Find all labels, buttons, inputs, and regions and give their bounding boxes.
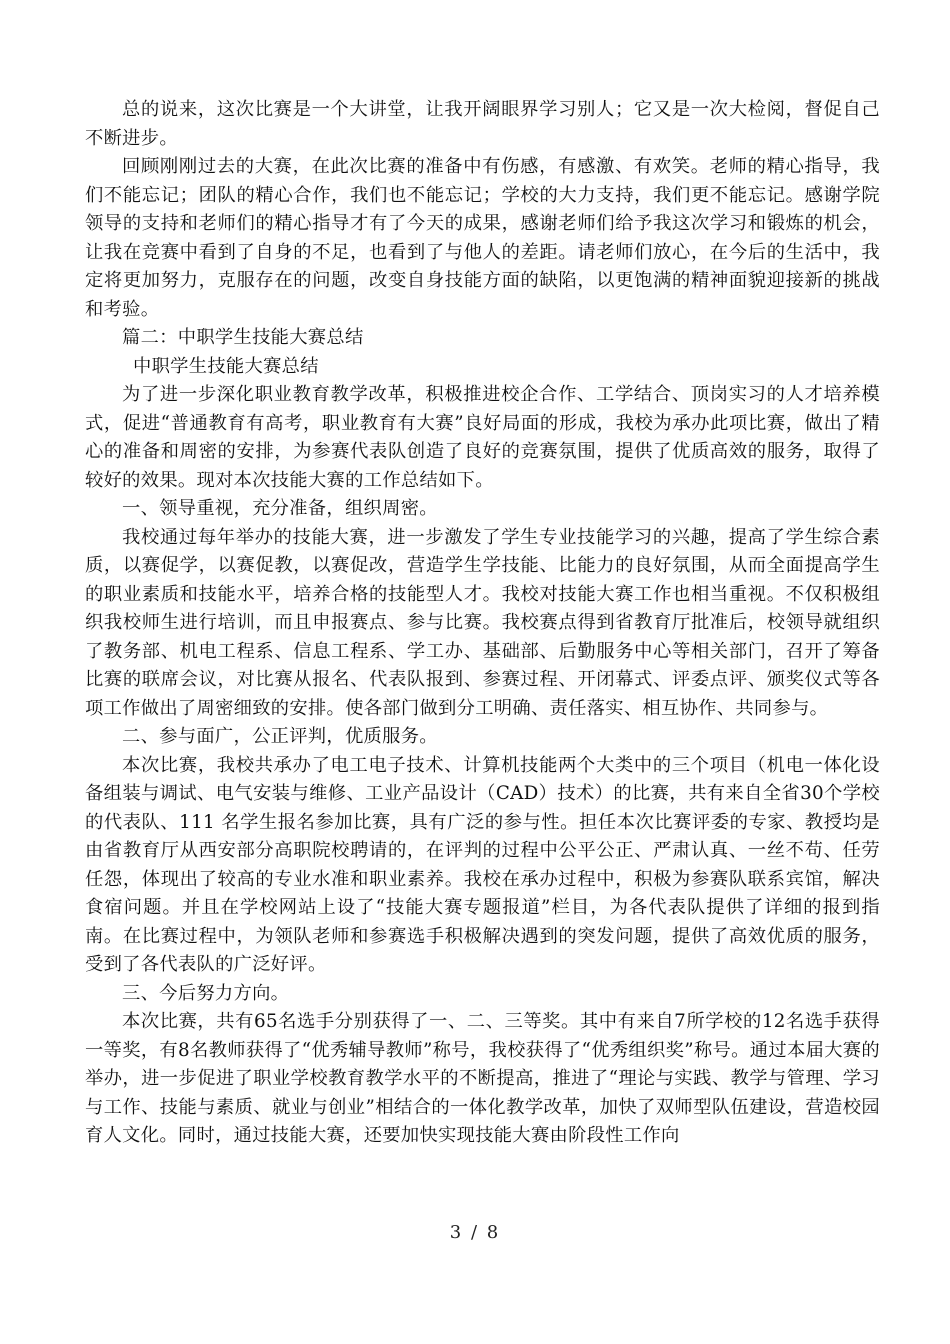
section-heading-one: 一、领导重视，充分准备，组织周密。	[122, 498, 438, 519]
document-body	[85, 96, 880, 1151]
paragraph-summary: 总的说来，这次比赛是一个大讲堂，让我开阔眼界学习别人；它又是一次大检阅，督促自己不断进步。	[85, 99, 880, 149]
paragraph-review: 回顾刚刚过去的大赛，在此次比赛的准备中有伤感，有感激、有欢笑。老师的精心指导，我们不能忘记；团队的精心合作，我们也不能忘记；学校的大力支持，我们更不能忘记。感谢学院领导的支持和老师们的精心指导才有了今天的成果，感谢老师们给予我这次学习和锻炼的机会，让我在竞赛中看到了自身的不足，也看到了与他人的差距。请老师们放心，在今后的生活中，我定将更加努力，克服存在的问题，改变自身技能方面的缺陷，以更饱满的精神面貌迎接新的挑战和考验。	[85, 156, 880, 320]
section-heading-three: 三、今后努力方向。	[122, 982, 290, 1004]
paragraph-intro: 为了进一步深化职业教育教学改革，积极推进校企合作、工学结合、顶岗实习的人才培养模式，促进“普通教育有高考，职业教育有大赛”良好局面的形成，我校为承办此项比赛，做出了精心的准备和周密的安排，为参赛代表队创造了良好的竞赛氛围，提供了优质高效的服务，取得了较好的效果。现对本次技能大赛的工作总结如下。	[85, 384, 880, 491]
page-number: 3 / 8	[449, 1222, 501, 1243]
paragraph-leadership: 我校通过每年举办的技能大赛，进一步激发了学生专业技能学习的兴趣，提高了学生综合素质，以赛促学，以赛促教，以赛促改，营造学生学技能、比能力的良好氛围，从而全面提高学生的职业素质和技能水平，培养合格的技能型人才。我校对技能大赛工作也相当重视。不仅积极组织我校师生进行培训，而且申报赛点、参与比赛。我校赛点得到省教育厅批准后，校领导就组织了教务部、机电工程系、信息工程系、学工办、基础部、后勤服务中心等相关部门，召开了筹备比赛的联席会议，对比赛从报名、代表队报到、参赛过程、开闭幕式、评委点评、颁奖仪式等各项工作做出了周密细致的安排。使各部门做到分工明确、责任落实、相互协作、共同参与。	[85, 526, 880, 719]
section-heading-two: 二、参与面广，公正评判，优质服务。	[122, 726, 438, 747]
paragraph-participation: 本次比赛，我校共承办了电工电子技术、计算机技能两个大类中的三个项目（机电一体化设备组装与调试、电气安装与维修、工业产品设计（CAD）技术）的比赛，共有来自全省30个学校的代表队、111 名学生报名参加比赛，具有广泛的参与性。担任本次比赛评委的专家、教授均是由省教育厅从西安部分高职院校聘请的，在评判的过程中公平公正、严肃认真、一丝不苟、任劳任怨，体现出了较高的专业水准和职业素养。我校在承办过程中，积极为参赛队联系宾馆，解决食宿问题。并且在学校网站上设了“技能大赛专题报道”栏目，为各代表队提供了详细的报到指南。在比赛过程中，为领队老师和参赛选手积极解决遇到的突发问题，提供了高效优质的服务，受到了各代表队的广泛好评。	[85, 754, 880, 975]
document-title: 中职学生技能大赛总结	[133, 355, 319, 377]
paragraph-future: 本次比赛，共有65名选手分别获得了一、二、三等奖。其中有来自7所学校的12名选手获得一等奖，有8名教师获得了“优秀辅导教师”称号，我校获得了“优秀组织奖”称号。通过本届大赛的举办，进一步促进了职业学校教育教学水平的不断提高，推进了“理论与实践、教学与管理、学习与工作、技能与素质、就业与创业”相结合的一体化教学改革，加快了双师型队伍建设，营造校园育人文化。同时，通过技能大赛，还要加快实现技能大赛由阶段性工作向	[85, 1011, 880, 1146]
section-heading-part-two: 篇二：中职学生技能大赛总结	[122, 327, 364, 348]
